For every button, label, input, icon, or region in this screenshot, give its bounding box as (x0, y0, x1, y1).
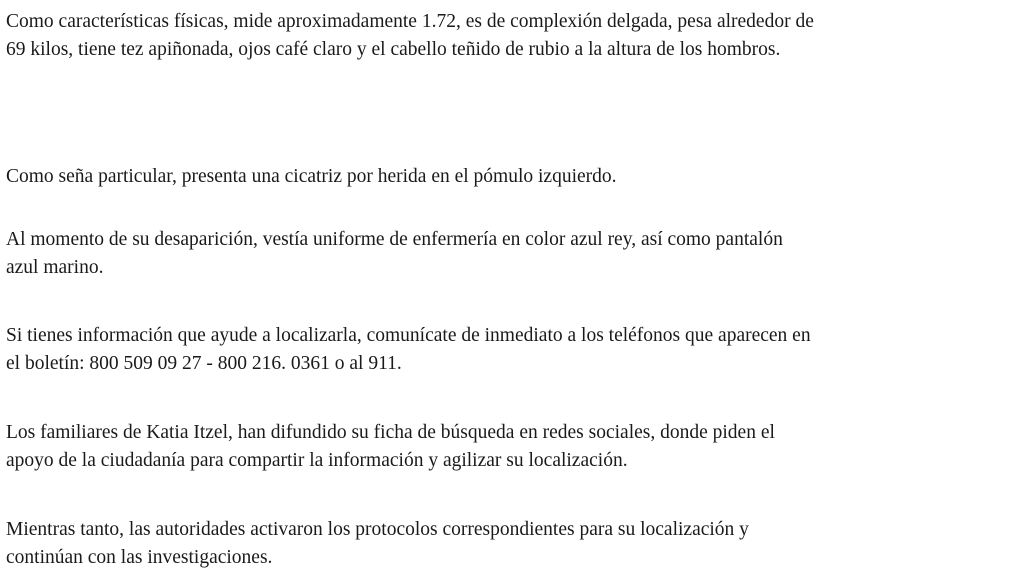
paragraph-line: Al momento de su desaparición, vestía uniforme de enfermería en color azul rey, así como pantalón (6, 229, 783, 250)
paragraph-line: Los familiares de Katia Itzel, han difundido su ficha de búsqueda en redes sociales, donde piden el (6, 422, 775, 443)
paragraph-line: el boletín: 800 509 09 27 - 800 216. 0361 o al 911. (6, 353, 402, 374)
paragraph-clothing (6, 226, 1018, 282)
paragraph-line: continúan con las investigaciones. (6, 547, 273, 568)
paragraph-family-appeal (6, 419, 1018, 475)
paragraph-physical-description (6, 8, 1018, 64)
paragraph-authorities (6, 516, 1018, 572)
paragraph-contact-info (6, 322, 1018, 378)
paragraph-line: Como características físicas, mide aproximadamente 1.72, es de complexión delgada, pesa alrededor de (6, 11, 814, 32)
paragraph-line: apoyo de la ciudadanía para compartir la información y agilizar su localización. (6, 450, 628, 471)
paragraph-line: Como seña particular, presenta una cicatriz por herida en el pómulo izquierdo. (6, 166, 617, 187)
paragraph-line: Mientras tanto, las autoridades activaron los protocolos correspondientes para su localización y (6, 519, 749, 540)
paragraph-line: azul marino. (6, 257, 104, 278)
paragraph-line: 69 kilos, tiene tez apiñonada, ojos café claro y el cabello teñido de rubio a la altura de los hombros. (6, 39, 781, 60)
paragraph-distinguishing-mark (6, 163, 1018, 191)
paragraph-line: Si tienes información que ayude a localizarla, comunícate de inmediato a los teléfonos que aparecen en (6, 325, 811, 346)
